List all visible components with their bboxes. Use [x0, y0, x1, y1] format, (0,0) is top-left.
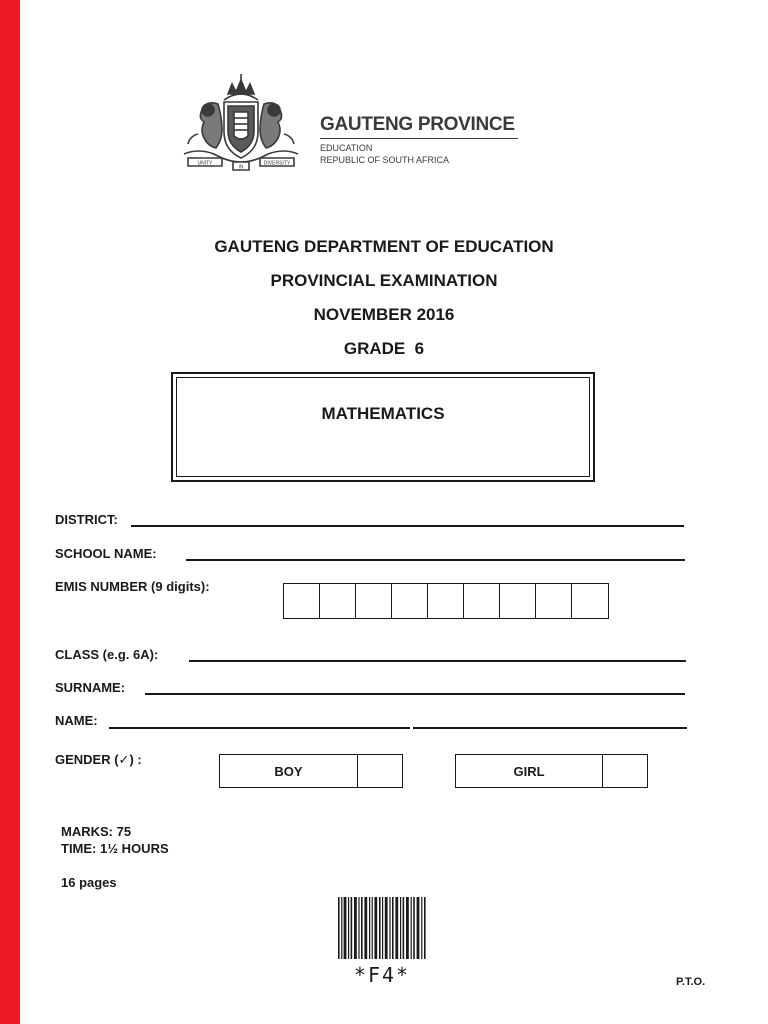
surname-line[interactable]	[145, 693, 685, 695]
emis-digit-box[interactable]	[536, 584, 572, 618]
red-margin-bar	[0, 0, 20, 1024]
coat-of-arms-icon	[178, 74, 304, 174]
crest-motto-right: DIVERSITY	[263, 160, 291, 167]
time-text: TIME: 1½ HOURS	[61, 841, 169, 856]
gender-boy-box	[219, 754, 403, 788]
exam-heading: PROVINCIAL EXAMINATION	[270, 271, 498, 290]
surname-label: SURNAME:	[55, 680, 126, 695]
boy-label: BOY	[220, 755, 358, 787]
school-name-label: SCHOOL NAME:	[55, 546, 157, 561]
logo-line-republic: REPUBLIC OF SOUTH AFRICA	[320, 155, 450, 165]
name-label: NAME:	[55, 713, 98, 728]
logo-title: GAUTENG PROVINCE	[320, 114, 515, 135]
girl-checkbox[interactable]	[603, 755, 647, 787]
emis-number-boxes[interactable]	[283, 583, 609, 619]
emis-digit-box[interactable]	[392, 584, 428, 618]
emis-digit-box[interactable]	[500, 584, 536, 618]
crest-motto-mid: IN	[238, 164, 244, 171]
pages-text: 16 pages	[61, 875, 117, 890]
department-heading: GAUTENG DEPARTMENT OF EDUCATION	[214, 237, 554, 256]
girl-label: GIRL	[456, 755, 603, 787]
district-line[interactable]	[131, 525, 684, 527]
crest-motto-left: UNITY	[197, 160, 213, 167]
subject-title: MATHEMATICS	[321, 404, 445, 423]
barcode-icon	[338, 897, 426, 959]
emis-digit-box[interactable]	[464, 584, 500, 618]
pto-text: P.T.O.	[676, 976, 706, 988]
logo-rule	[320, 138, 518, 139]
emis-label: EMIS NUMBER (9 digits):	[55, 579, 210, 594]
name-line-first[interactable]	[109, 727, 410, 729]
grade-heading: GRADE 6	[343, 339, 425, 358]
boy-checkbox[interactable]	[358, 755, 402, 787]
name-line-second[interactable]	[413, 727, 687, 729]
logo-wordmark	[320, 114, 518, 166]
class-line[interactable]	[189, 660, 686, 662]
class-label: CLASS (e.g. 6A):	[55, 647, 159, 662]
date-heading: NOVEMBER 2016	[313, 305, 455, 324]
gender-label: GENDER (✓) :	[55, 752, 142, 767]
marks-text: MARKS: 75	[61, 824, 132, 839]
emis-digit-box[interactable]	[320, 584, 356, 618]
emis-digit-box[interactable]	[356, 584, 392, 618]
emis-digit-box[interactable]	[572, 584, 608, 618]
school-name-line[interactable]	[186, 559, 685, 561]
barcode-text: *F4*	[353, 963, 411, 987]
logo-line-education: EDUCATION	[320, 143, 373, 153]
subject-box	[171, 372, 595, 482]
gender-girl-box	[455, 754, 648, 788]
emis-digit-box[interactable]	[428, 584, 464, 618]
emis-digit-box[interactable]	[284, 584, 320, 618]
district-label: DISTRICT:	[55, 512, 118, 527]
